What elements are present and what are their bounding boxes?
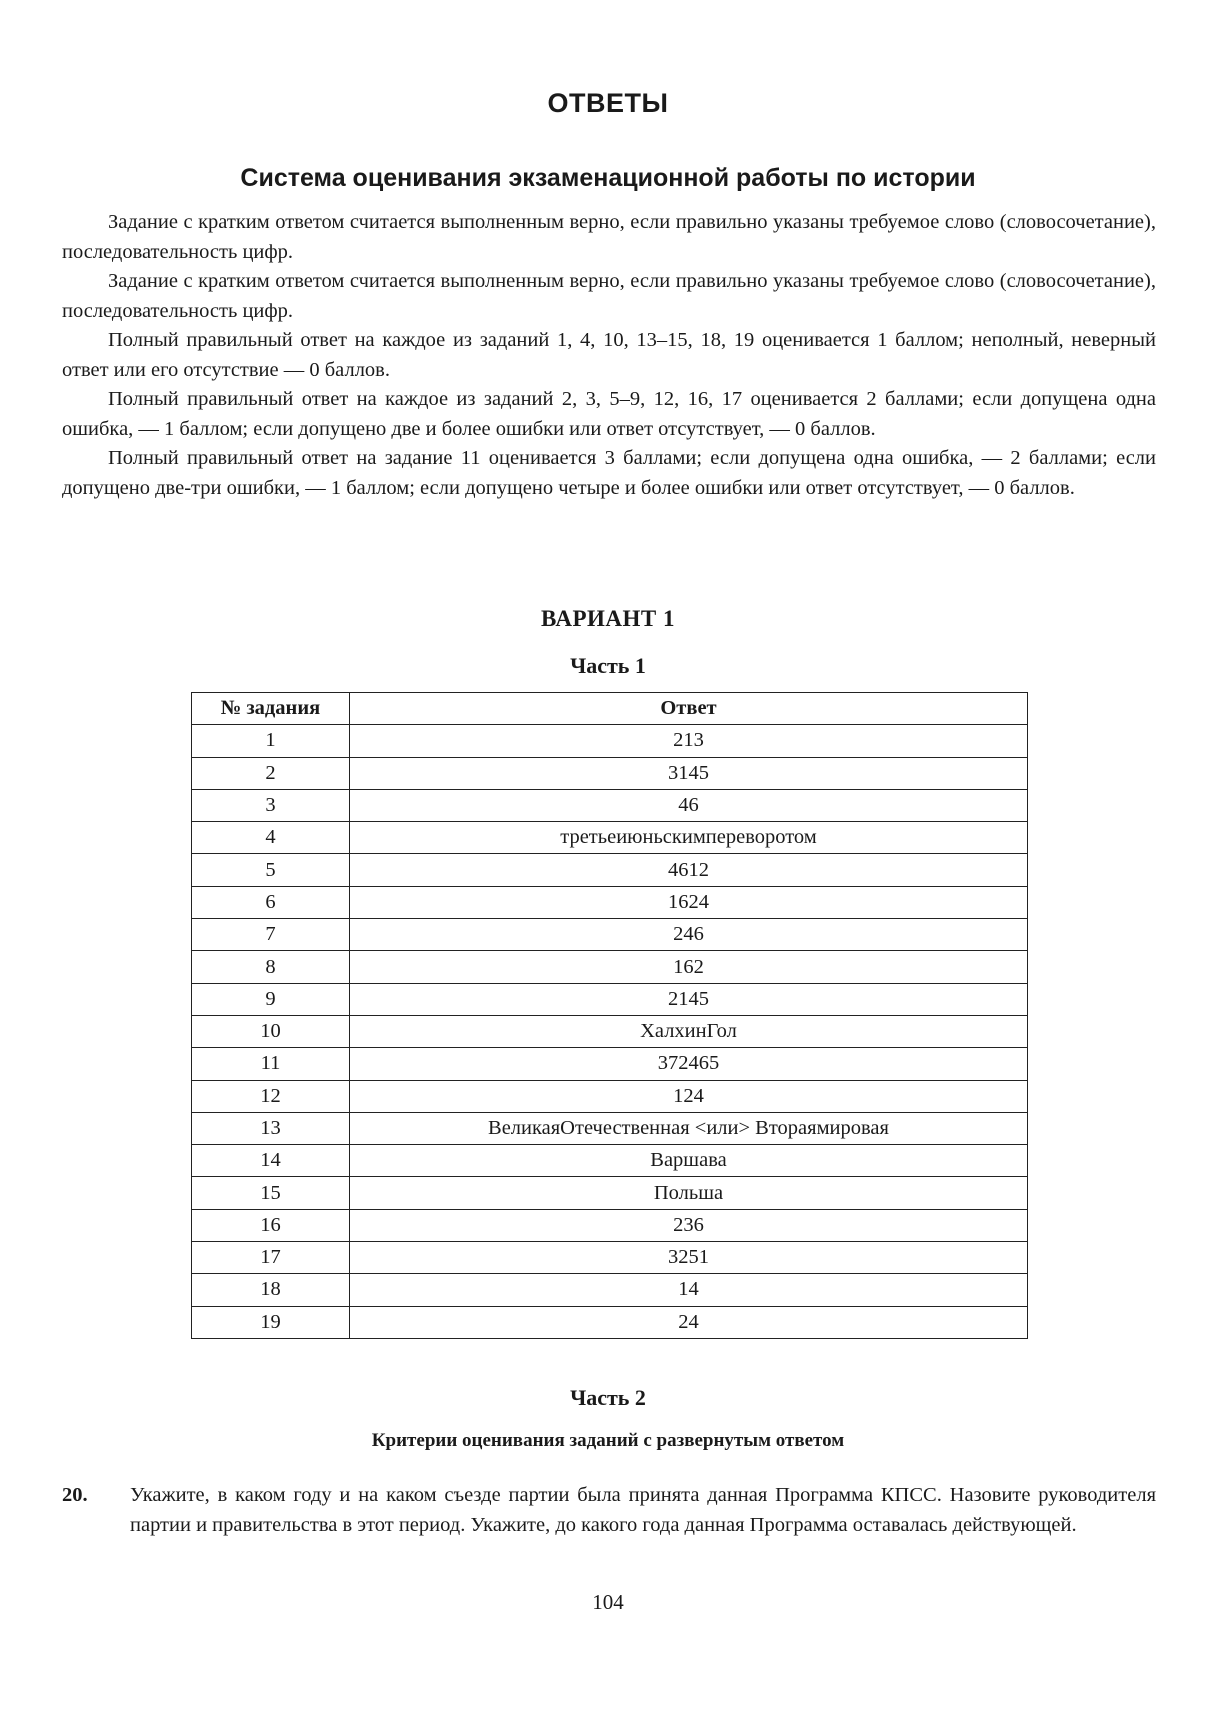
column-header-answer: Ответ bbox=[350, 693, 1028, 725]
intro-paragraph: Задание с кратким ответом считается выполненным верно, если правильно указаны требуемое слово (словосочетание), последовательность цифр. bbox=[62, 270, 1156, 322]
criteria-title: Критерии оценивания заданий с развернутым ответом bbox=[371, 1430, 845, 1451]
answer: 3145 bbox=[350, 757, 1028, 789]
task-number: 7 bbox=[192, 919, 350, 951]
table-row bbox=[192, 1015, 1028, 1047]
intro-paragraph: Задание с кратким ответом считается выполненным верно, если правильно указаны требуемое слово (словосочетание), последовательность цифр. bbox=[62, 211, 1156, 263]
column-header-task-number: № задания bbox=[192, 693, 350, 725]
task-number: 2 bbox=[192, 757, 350, 789]
task-number: 15 bbox=[192, 1177, 350, 1209]
task-number: 17 bbox=[192, 1242, 350, 1274]
task-number: 1 bbox=[192, 725, 350, 757]
answer: ВеликаяОтечественная <или> Втораямировая bbox=[350, 1112, 1028, 1144]
table-row bbox=[192, 789, 1028, 821]
page-number: 104 bbox=[592, 1590, 624, 1614]
table-row bbox=[192, 1177, 1028, 1209]
task-number: 16 bbox=[192, 1209, 350, 1241]
task-number: 3 bbox=[192, 789, 350, 821]
table-row bbox=[192, 983, 1028, 1015]
table-row bbox=[192, 822, 1028, 854]
table-row bbox=[192, 886, 1028, 918]
task-number: 20. bbox=[62, 1484, 88, 1506]
answers-table bbox=[191, 692, 1028, 1339]
table-row bbox=[192, 919, 1028, 951]
answer: 24 bbox=[350, 1306, 1028, 1338]
answer: ХалхинГол bbox=[350, 1015, 1028, 1047]
task-number: 14 bbox=[192, 1145, 350, 1177]
task-number: 9 bbox=[192, 983, 350, 1015]
table-row bbox=[192, 1209, 1028, 1241]
answer: 246 bbox=[350, 919, 1028, 951]
table-row bbox=[192, 1112, 1028, 1144]
task-number: 8 bbox=[192, 951, 350, 983]
answer: Варшава bbox=[350, 1145, 1028, 1177]
answer: третьеиюньскимпереворотом bbox=[350, 822, 1028, 854]
part1-title: Часть 1 bbox=[570, 653, 646, 678]
answer: Польша bbox=[350, 1177, 1028, 1209]
table-row bbox=[192, 1080, 1028, 1112]
table-row bbox=[192, 951, 1028, 983]
answer: 162 bbox=[350, 951, 1028, 983]
task-number: 4 bbox=[192, 822, 350, 854]
intro-text bbox=[62, 208, 1156, 503]
task-number: 10 bbox=[192, 1015, 350, 1047]
task-number: 19 bbox=[192, 1306, 350, 1338]
table-row bbox=[192, 854, 1028, 886]
answer: 124 bbox=[350, 1080, 1028, 1112]
answer: 372465 bbox=[350, 1048, 1028, 1080]
table-header-row bbox=[192, 693, 1028, 725]
intro-paragraph: Полный правильный ответ на каждое из заданий 2, 3, 5–9, 12, 16, 17 оценивается 2 баллами; если допущена одна ошибка, — 1 баллом; если допущено две и более ошибки или ответ отсутствует, — 0 баллов. bbox=[62, 388, 1156, 440]
table-row bbox=[192, 757, 1028, 789]
answer: 236 bbox=[350, 1209, 1028, 1241]
answer: 46 bbox=[350, 789, 1028, 821]
task-number: 12 bbox=[192, 1080, 350, 1112]
answer: 4612 bbox=[350, 854, 1028, 886]
task-20 bbox=[62, 1481, 1156, 1540]
table-row bbox=[192, 1306, 1028, 1338]
page-title: ОТВЕТЫ bbox=[547, 88, 669, 118]
variant-title: ВАРИАНТ 1 bbox=[540, 606, 676, 631]
answer: 2145 bbox=[350, 983, 1028, 1015]
task-number: 11 bbox=[192, 1048, 350, 1080]
task-number: 18 bbox=[192, 1274, 350, 1306]
table-row bbox=[192, 1145, 1028, 1177]
intro-paragraph: Полный правильный ответ на каждое из заданий 1, 4, 10, 13–15, 18, 19 оценивается 1 баллом; неполный, неверный ответ или его отсутствие — 0 баллов. bbox=[62, 329, 1156, 381]
task-text: Укажите, в каком году и на каком съезде партии была принята данная Программа КПСС. Назовите руководителя партии и правительства в этот период. Укажите, до какого года данная Программа оставалась действующей. bbox=[130, 1484, 1156, 1536]
answer: 1624 bbox=[350, 886, 1028, 918]
table-row bbox=[192, 725, 1028, 757]
task-number: 13 bbox=[192, 1112, 350, 1144]
table-row bbox=[192, 1048, 1028, 1080]
answer: 14 bbox=[350, 1274, 1028, 1306]
answer: 213 bbox=[350, 725, 1028, 757]
part2-title: Часть 2 bbox=[570, 1385, 646, 1410]
task-number: 5 bbox=[192, 854, 350, 886]
table-row bbox=[192, 1274, 1028, 1306]
task-number: 6 bbox=[192, 886, 350, 918]
page-subtitle: Система оценивания экзаменационной работы по истории bbox=[240, 164, 976, 192]
table-row bbox=[192, 1242, 1028, 1274]
intro-paragraph: Полный правильный ответ на задание 11 оценивается 3 баллами; если допущена одна ошибка, — 2 баллами; если допущено две-три ошибки, — 1 баллом; если допущено четыре и более ошибки или ответ отсутствует, — 0 баллов. bbox=[62, 447, 1156, 499]
answer: 3251 bbox=[350, 1242, 1028, 1274]
